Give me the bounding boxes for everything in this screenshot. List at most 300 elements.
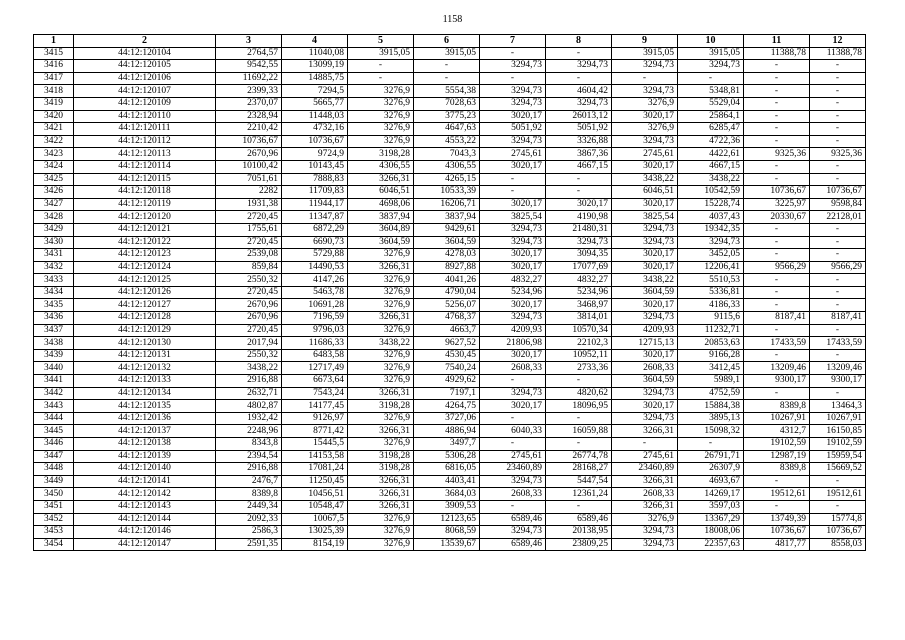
table-row bbox=[34, 337, 866, 350]
value-cell: 2745,61 bbox=[480, 148, 546, 161]
value-cell: 2586,3 bbox=[216, 526, 282, 539]
value-cell: - bbox=[744, 72, 810, 85]
value-cell: 3276,9 bbox=[348, 324, 414, 337]
value-cell: 3276,9 bbox=[612, 513, 678, 526]
table-row bbox=[34, 400, 866, 413]
value-cell: 3020,17 bbox=[480, 299, 546, 312]
cadastral-number-cell: 44:12:120139 bbox=[74, 450, 216, 463]
table-row bbox=[34, 249, 866, 262]
value-cell: 12715,13 bbox=[612, 337, 678, 350]
value-cell: - bbox=[546, 47, 612, 60]
value-cell: 26307,9 bbox=[678, 463, 744, 476]
value-cell: 4929,62 bbox=[414, 375, 480, 388]
column-header: 6 bbox=[414, 35, 480, 48]
value-cell: 3198,28 bbox=[348, 450, 414, 463]
cadastral-number-cell: 44:12:120112 bbox=[74, 135, 216, 148]
value-cell: 12206,41 bbox=[678, 261, 744, 274]
value-cell: 3276,9 bbox=[348, 286, 414, 299]
value-cell: 4802,87 bbox=[216, 400, 282, 413]
value-cell: - bbox=[810, 324, 866, 337]
value-cell: 8187,41 bbox=[810, 312, 866, 325]
value-cell: 3294,73 bbox=[480, 475, 546, 488]
value-cell: 11709,83 bbox=[282, 186, 348, 199]
value-cell: 11250,45 bbox=[282, 475, 348, 488]
cadastral-number-cell: 44:12:120146 bbox=[74, 526, 216, 539]
value-cell: 3020,17 bbox=[612, 198, 678, 211]
value-cell: 4209,93 bbox=[612, 324, 678, 337]
value-cell: 4186,33 bbox=[678, 299, 744, 312]
value-cell: 3020,17 bbox=[612, 299, 678, 312]
value-cell: 8927,88 bbox=[414, 261, 480, 274]
value-cell: 19102,59 bbox=[744, 438, 810, 451]
value-cell: 3438,22 bbox=[216, 362, 282, 375]
value-cell: 21806,98 bbox=[480, 337, 546, 350]
value-cell: 3915,05 bbox=[414, 47, 480, 60]
value-cell: 3276,9 bbox=[612, 123, 678, 136]
value-cell: 2670,96 bbox=[216, 148, 282, 161]
value-cell: 13749,39 bbox=[744, 513, 810, 526]
value-cell: 5234,96 bbox=[546, 286, 612, 299]
table-row bbox=[34, 312, 866, 325]
column-header: 8 bbox=[546, 35, 612, 48]
value-cell: - bbox=[546, 500, 612, 513]
value-cell: 10952,11 bbox=[546, 349, 612, 362]
value-cell: 13209,46 bbox=[810, 362, 866, 375]
value-cell: 6040,33 bbox=[480, 425, 546, 438]
value-cell: - bbox=[744, 236, 810, 249]
value-cell: - bbox=[810, 286, 866, 299]
row-number-cell: 3415 bbox=[34, 47, 74, 60]
value-cell: 8187,41 bbox=[744, 312, 810, 325]
value-cell: - bbox=[744, 110, 810, 123]
row-number-cell: 3417 bbox=[34, 72, 74, 85]
value-cell: 9300,17 bbox=[744, 375, 810, 388]
value-cell: 2745,61 bbox=[612, 148, 678, 161]
table-row bbox=[34, 47, 866, 60]
value-cell: - bbox=[546, 186, 612, 199]
cadastral-number-cell: 44:12:120109 bbox=[74, 97, 216, 110]
table-row bbox=[34, 72, 866, 85]
row-number-cell: 3430 bbox=[34, 236, 74, 249]
value-cell: - bbox=[810, 173, 866, 186]
value-cell: 15774,8 bbox=[810, 513, 866, 526]
value-cell: 5306,28 bbox=[414, 450, 480, 463]
value-cell: 23460,89 bbox=[480, 463, 546, 476]
value-cell: 9598,84 bbox=[810, 198, 866, 211]
value-cell: 2210,42 bbox=[216, 123, 282, 136]
value-cell: - bbox=[744, 223, 810, 236]
row-number-cell: 3445 bbox=[34, 425, 74, 438]
value-cell: 4278,03 bbox=[414, 249, 480, 262]
value-cell: 6046,51 bbox=[612, 186, 678, 199]
value-cell: - bbox=[480, 173, 546, 186]
row-number-cell: 3434 bbox=[34, 286, 74, 299]
value-cell: 13209,46 bbox=[744, 362, 810, 375]
header-row bbox=[34, 35, 866, 48]
row-number-cell: 3426 bbox=[34, 186, 74, 199]
value-cell: 3326,88 bbox=[546, 135, 612, 148]
value-cell: 3604,59 bbox=[612, 375, 678, 388]
value-cell: - bbox=[810, 60, 866, 73]
row-number-cell: 3428 bbox=[34, 211, 74, 224]
value-cell: - bbox=[414, 72, 480, 85]
value-cell: 3020,17 bbox=[612, 110, 678, 123]
row-number-cell: 3446 bbox=[34, 438, 74, 451]
value-cell: 3276,9 bbox=[612, 97, 678, 110]
value-cell: 3294,73 bbox=[678, 60, 744, 73]
cadastral-number-cell: 44:12:120110 bbox=[74, 110, 216, 123]
value-cell: 2916,88 bbox=[216, 463, 282, 476]
value-cell: 26791,71 bbox=[678, 450, 744, 463]
value-cell: - bbox=[480, 438, 546, 451]
value-cell: 2720,45 bbox=[216, 236, 282, 249]
value-cell: 14153,58 bbox=[282, 450, 348, 463]
value-cell: - bbox=[810, 387, 866, 400]
table-row bbox=[34, 148, 866, 161]
row-number-cell: 3435 bbox=[34, 299, 74, 312]
value-cell: 3294,73 bbox=[612, 526, 678, 539]
value-cell: 2720,45 bbox=[216, 286, 282, 299]
value-cell: 20330,67 bbox=[744, 211, 810, 224]
value-cell: 2745,61 bbox=[612, 450, 678, 463]
value-cell: 3266,31 bbox=[348, 425, 414, 438]
cadastral-number-cell: 44:12:120104 bbox=[74, 47, 216, 60]
value-cell: 5463,78 bbox=[282, 286, 348, 299]
page-number: 1158 bbox=[442, 14, 463, 25]
cadastral-number-cell: 44:12:120118 bbox=[74, 186, 216, 199]
value-cell: 4817,77 bbox=[744, 538, 810, 551]
value-cell: 9724,9 bbox=[282, 148, 348, 161]
table-row bbox=[34, 173, 866, 186]
value-cell: 5554,38 bbox=[414, 85, 480, 98]
value-cell: 3020,17 bbox=[612, 249, 678, 262]
value-cell: 5665,77 bbox=[282, 97, 348, 110]
value-cell: - bbox=[744, 387, 810, 400]
value-cell: 10570,34 bbox=[546, 324, 612, 337]
value-cell: 10736,67 bbox=[810, 186, 866, 199]
value-cell: 4832,27 bbox=[480, 274, 546, 287]
table-row bbox=[34, 60, 866, 73]
cadastral-number-cell: 44:12:120126 bbox=[74, 286, 216, 299]
value-cell: 3452,05 bbox=[678, 249, 744, 262]
value-cell: 3497,7 bbox=[414, 438, 480, 451]
value-cell: 14269,17 bbox=[678, 488, 744, 501]
value-cell: 13025,39 bbox=[282, 526, 348, 539]
row-number-cell: 3444 bbox=[34, 412, 74, 425]
row-number-cell: 3443 bbox=[34, 400, 74, 413]
value-cell: 3276,9 bbox=[348, 123, 414, 136]
value-cell: 859,84 bbox=[216, 261, 282, 274]
row-number-cell: 3432 bbox=[34, 261, 74, 274]
value-cell: - bbox=[612, 438, 678, 451]
value-cell: 22357,63 bbox=[678, 538, 744, 551]
value-cell: 1932,42 bbox=[216, 412, 282, 425]
value-cell: - bbox=[480, 186, 546, 199]
value-cell: 7888,83 bbox=[282, 173, 348, 186]
value-cell: 3198,28 bbox=[348, 400, 414, 413]
table-row bbox=[34, 349, 866, 362]
value-cell: 6589,46 bbox=[480, 513, 546, 526]
value-cell: 4041,26 bbox=[414, 274, 480, 287]
row-number-cell: 3427 bbox=[34, 198, 74, 211]
value-cell: 3020,17 bbox=[612, 160, 678, 173]
value-cell: 3895,13 bbox=[678, 412, 744, 425]
table-row bbox=[34, 223, 866, 236]
value-cell: 3266,31 bbox=[348, 387, 414, 400]
value-cell: - bbox=[744, 97, 810, 110]
row-number-cell: 3440 bbox=[34, 362, 74, 375]
cadastral-number-cell: 44:12:120147 bbox=[74, 538, 216, 551]
value-cell: 10736,67 bbox=[810, 526, 866, 539]
value-cell: 10542,59 bbox=[678, 186, 744, 199]
value-cell: 5510,53 bbox=[678, 274, 744, 287]
table-row bbox=[34, 538, 866, 551]
cadastral-number-cell: 44:12:120141 bbox=[74, 475, 216, 488]
value-cell: 5529,04 bbox=[678, 97, 744, 110]
value-cell: 3276,9 bbox=[348, 362, 414, 375]
value-cell: 3294,73 bbox=[612, 312, 678, 325]
value-cell: 3266,31 bbox=[348, 312, 414, 325]
cadastral-number-cell: 44:12:120113 bbox=[74, 148, 216, 161]
value-cell: 3294,73 bbox=[612, 135, 678, 148]
value-cell: 4306,55 bbox=[414, 160, 480, 173]
value-cell: 9300,17 bbox=[810, 375, 866, 388]
value-cell: 19512,61 bbox=[810, 488, 866, 501]
value-cell: 3438,22 bbox=[612, 274, 678, 287]
cadastral-number-cell: 44:12:120114 bbox=[74, 160, 216, 173]
table-row bbox=[34, 450, 866, 463]
value-cell: 2248,96 bbox=[216, 425, 282, 438]
table-row bbox=[34, 513, 866, 526]
row-number-cell: 3454 bbox=[34, 538, 74, 551]
value-cell: 4820,62 bbox=[546, 387, 612, 400]
value-cell: 5447,54 bbox=[546, 475, 612, 488]
table-row bbox=[34, 412, 866, 425]
value-cell: - bbox=[480, 412, 546, 425]
value-cell: 4732,16 bbox=[282, 123, 348, 136]
value-cell: 4403,41 bbox=[414, 475, 480, 488]
row-number-cell: 3416 bbox=[34, 60, 74, 73]
table-body bbox=[34, 47, 866, 551]
value-cell: 11232,71 bbox=[678, 324, 744, 337]
value-cell: 8771,42 bbox=[282, 425, 348, 438]
value-cell: - bbox=[810, 236, 866, 249]
value-cell: - bbox=[744, 274, 810, 287]
value-cell: 7294,5 bbox=[282, 85, 348, 98]
value-cell: 4530,45 bbox=[414, 349, 480, 362]
value-cell: 3266,31 bbox=[348, 488, 414, 501]
value-cell: - bbox=[546, 173, 612, 186]
value-cell: 5256,07 bbox=[414, 299, 480, 312]
value-cell: 3604,59 bbox=[612, 286, 678, 299]
row-number-cell: 3447 bbox=[34, 450, 74, 463]
value-cell: 9566,29 bbox=[810, 261, 866, 274]
value-cell: 9627,52 bbox=[414, 337, 480, 350]
value-cell: 2764,57 bbox=[216, 47, 282, 60]
value-cell: 13099,19 bbox=[282, 60, 348, 73]
value-cell: 4698,06 bbox=[348, 198, 414, 211]
row-number-cell: 3438 bbox=[34, 337, 74, 350]
value-cell: 3276,9 bbox=[348, 135, 414, 148]
value-cell: 3825,54 bbox=[480, 211, 546, 224]
table-row bbox=[34, 526, 866, 539]
cadastral-number-cell: 44:12:120111 bbox=[74, 123, 216, 136]
value-cell: 10456,51 bbox=[282, 488, 348, 501]
value-cell: 8068,59 bbox=[414, 526, 480, 539]
value-cell: - bbox=[348, 72, 414, 85]
value-cell: 2282 bbox=[216, 186, 282, 199]
value-cell: 3438,22 bbox=[678, 173, 744, 186]
value-cell: 9542,55 bbox=[216, 60, 282, 73]
value-cell: 2608,33 bbox=[480, 488, 546, 501]
value-cell: 3276,9 bbox=[348, 538, 414, 551]
value-cell: 16059,88 bbox=[546, 425, 612, 438]
value-cell: 9126,97 bbox=[282, 412, 348, 425]
value-cell: 3266,31 bbox=[348, 173, 414, 186]
value-cell: 3294,73 bbox=[678, 236, 744, 249]
value-cell: 22102,3 bbox=[546, 337, 612, 350]
cadastral-number-cell: 44:12:120125 bbox=[74, 274, 216, 287]
value-cell: - bbox=[810, 249, 866, 262]
row-number-cell: 3420 bbox=[34, 110, 74, 123]
cadastral-number-cell: 44:12:120131 bbox=[74, 349, 216, 362]
value-cell: 14177,45 bbox=[282, 400, 348, 413]
value-cell: 3294,73 bbox=[480, 135, 546, 148]
value-cell: - bbox=[810, 72, 866, 85]
table-row bbox=[34, 488, 866, 501]
value-cell: - bbox=[810, 123, 866, 136]
value-cell: 11944,17 bbox=[282, 198, 348, 211]
row-number-cell: 3425 bbox=[34, 173, 74, 186]
value-cell: 2670,96 bbox=[216, 299, 282, 312]
table-row bbox=[34, 211, 866, 224]
value-cell: - bbox=[810, 500, 866, 513]
row-number-cell: 3418 bbox=[34, 85, 74, 98]
value-cell: 1931,38 bbox=[216, 198, 282, 211]
value-cell: 28168,27 bbox=[546, 463, 612, 476]
cadastral-number-cell: 44:12:120136 bbox=[74, 412, 216, 425]
value-cell: 3020,17 bbox=[612, 349, 678, 362]
value-cell: 3294,73 bbox=[480, 97, 546, 110]
value-cell: 3020,17 bbox=[480, 160, 546, 173]
value-cell: 2916,88 bbox=[216, 375, 282, 388]
value-cell: - bbox=[810, 299, 866, 312]
value-cell: 10736,67 bbox=[216, 135, 282, 148]
value-cell: 10267,91 bbox=[810, 412, 866, 425]
table-row bbox=[34, 97, 866, 110]
value-cell: - bbox=[348, 60, 414, 73]
value-cell: 4667,15 bbox=[546, 160, 612, 173]
column-header: 2 bbox=[74, 35, 216, 48]
value-cell: 2449,34 bbox=[216, 500, 282, 513]
value-cell: 18096,95 bbox=[546, 400, 612, 413]
value-cell: 5729,88 bbox=[282, 249, 348, 262]
value-cell: 3225,97 bbox=[744, 198, 810, 211]
value-cell: - bbox=[414, 60, 480, 73]
value-cell: 3604,59 bbox=[348, 236, 414, 249]
value-cell: 6690,73 bbox=[282, 236, 348, 249]
cadastral-number-cell: 44:12:120119 bbox=[74, 198, 216, 211]
value-cell: 2608,33 bbox=[480, 362, 546, 375]
value-cell: 11686,33 bbox=[282, 337, 348, 350]
value-cell: 17081,24 bbox=[282, 463, 348, 476]
value-cell: 4312,7 bbox=[744, 425, 810, 438]
value-cell: 11448,03 bbox=[282, 110, 348, 123]
value-cell: 26013,12 bbox=[546, 110, 612, 123]
value-cell: 5348,81 bbox=[678, 85, 744, 98]
value-cell: 3266,31 bbox=[348, 500, 414, 513]
value-cell: - bbox=[546, 375, 612, 388]
value-cell: 17077,69 bbox=[546, 261, 612, 274]
cadastral-number-cell: 44:12:120115 bbox=[74, 173, 216, 186]
table-row bbox=[34, 324, 866, 337]
value-cell: 2394,54 bbox=[216, 450, 282, 463]
value-cell: 3294,73 bbox=[546, 236, 612, 249]
value-cell: 10736,67 bbox=[744, 526, 810, 539]
value-cell: 7051,61 bbox=[216, 173, 282, 186]
value-cell: 9166,28 bbox=[678, 349, 744, 362]
value-cell: - bbox=[744, 135, 810, 148]
value-cell: 3020,17 bbox=[480, 261, 546, 274]
value-cell: 9325,36 bbox=[744, 148, 810, 161]
row-number-cell: 3423 bbox=[34, 148, 74, 161]
value-cell: 4553,22 bbox=[414, 135, 480, 148]
column-header: 11 bbox=[744, 35, 810, 48]
value-cell: 3276,9 bbox=[348, 249, 414, 262]
value-cell: - bbox=[810, 475, 866, 488]
value-cell: - bbox=[810, 110, 866, 123]
value-cell: 3294,73 bbox=[480, 312, 546, 325]
cadastral-number-cell: 44:12:120124 bbox=[74, 261, 216, 274]
value-cell: 2720,45 bbox=[216, 211, 282, 224]
value-cell: 3438,22 bbox=[612, 173, 678, 186]
value-cell: 14490,53 bbox=[282, 261, 348, 274]
table-row bbox=[34, 85, 866, 98]
value-cell: 8389,8 bbox=[744, 400, 810, 413]
value-cell: 6673,64 bbox=[282, 375, 348, 388]
value-cell: 15959,54 bbox=[810, 450, 866, 463]
value-cell: 6589,46 bbox=[546, 513, 612, 526]
value-cell: 15669,52 bbox=[810, 463, 866, 476]
table-row bbox=[34, 274, 866, 287]
value-cell: 7043,3 bbox=[414, 148, 480, 161]
value-cell: - bbox=[744, 85, 810, 98]
value-cell: 3294,73 bbox=[480, 60, 546, 73]
value-cell: - bbox=[678, 438, 744, 451]
value-cell: 4647,63 bbox=[414, 123, 480, 136]
value-cell: 4790,04 bbox=[414, 286, 480, 299]
value-cell: 2670,96 bbox=[216, 312, 282, 325]
table-row bbox=[34, 110, 866, 123]
value-cell: 10267,91 bbox=[744, 412, 810, 425]
value-cell: 4886,94 bbox=[414, 425, 480, 438]
value-cell: 15098,32 bbox=[678, 425, 744, 438]
value-cell: 12717,49 bbox=[282, 362, 348, 375]
value-cell: 3294,73 bbox=[480, 223, 546, 236]
value-cell: 16150,85 bbox=[810, 425, 866, 438]
value-cell: 4422,61 bbox=[678, 148, 744, 161]
value-cell: 4265,15 bbox=[414, 173, 480, 186]
cadastral-number-cell: 44:12:120129 bbox=[74, 324, 216, 337]
row-number-cell: 3429 bbox=[34, 223, 74, 236]
value-cell: 3020,17 bbox=[612, 261, 678, 274]
value-cell: 3020,17 bbox=[612, 400, 678, 413]
value-cell: 15228,74 bbox=[678, 198, 744, 211]
table-row bbox=[34, 375, 866, 388]
value-cell: 11347,87 bbox=[282, 211, 348, 224]
value-cell: 3020,17 bbox=[480, 249, 546, 262]
value-cell: 17433,59 bbox=[744, 337, 810, 350]
